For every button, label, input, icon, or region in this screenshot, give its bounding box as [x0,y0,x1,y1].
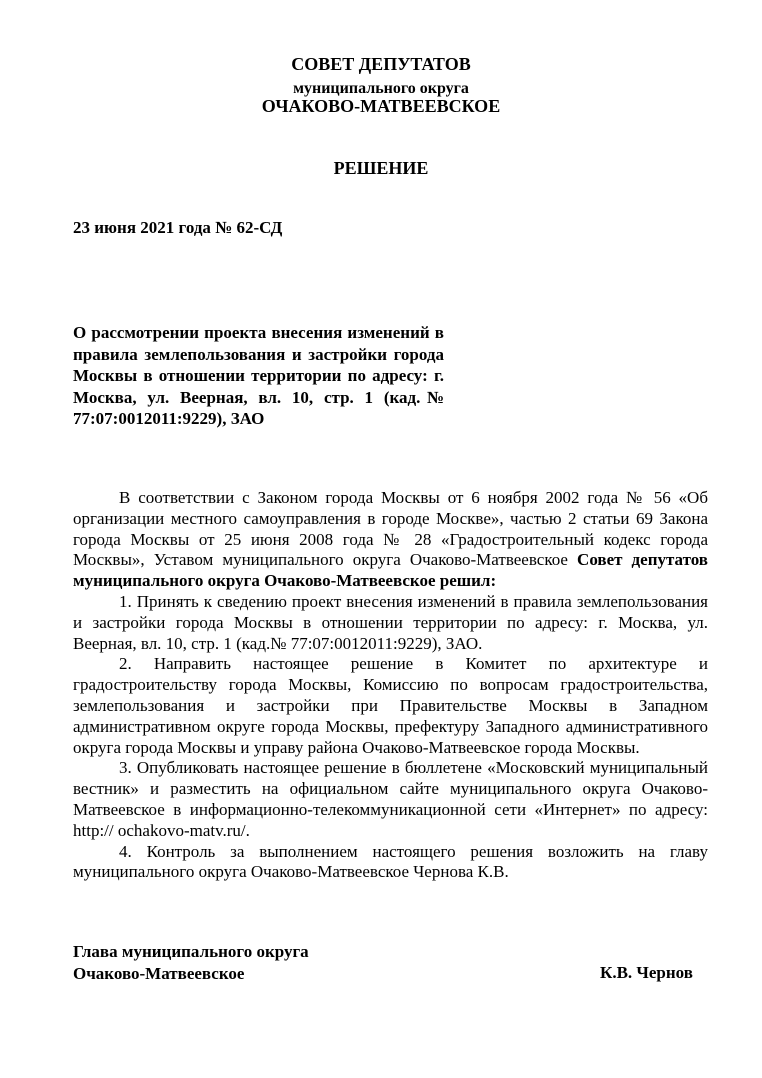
preamble-text: В соответствии с Законом города Москвы от 6 ноября 2002 года № 56 «Об организации местного самоуправления в городе Москве», частью 2 статьи 69 Закона города Москвы от 25 июня 2008 года № 28 «Градостроительный кодекс города Москвы», Уставом муниципального округа Очаково-Матвеевское [73,488,708,570]
item-2: 2. Направить настоящее решение в Комитет по архитектуре и градостроительству города Москвы, Комиссию по вопросам градостроительства, землепользования и застройки при Правительстве Москвы в Западном административном округе города Москвы, префектуру Западного административного округа города Москвы и управу района Очаково-Матвеевское города Москвы. [73,654,708,757]
signature-name: К.В. Чернов [600,963,693,982]
item-1: 1. Принять к сведению проект внесения изменений в правила землепользования и застройки города Москвы в отношении территории по адресу: г. Москва, ул. Веерная, вл. 10, стр. 1 (кад.№ 77:07:0012011:9229), ЗАО. [73,591,708,653]
decision-heading: РЕШЕНИЕ [333,158,429,178]
signature-title [73,941,309,984]
signature-title-line1: Глава муниципального округа [73,942,309,961]
signature-title-line2: Очаково-Матвеевское [73,963,245,983]
decision-body [73,488,708,883]
okrug-subtitle: муниципального округа [293,80,469,97]
item-3: 3. Опубликовать настоящее решение в бюллетене «Московский муниципальный вестник» и разместить на официальном сайте муниципального округа Очаково-Матвеевское в информационно-телекоммуникационной сети «Интернет» по адресу: http:// ochakovo-matv.ru/. [73,758,708,840]
preamble-resolution: Совет депутатов муниципального округа Очаково-Матвеевское решил: [73,550,708,591]
decision-date-number: 23 июня 2021 года № 62-СД [73,218,283,237]
council-title: СОВЕТ ДЕПУТАТОВ [291,54,471,74]
district-name: ОЧАКОВО-МАТВЕЕВСКОЕ [261,96,501,116]
item-4: 4. Контроль за выполнением настоящего решения возложить на главу муниципального округа Очаково-Матвеевское Чернова К.В. [73,841,708,882]
decision-subject: О рассмотрении проекта внесения изменений в правила землепользования и застройки города Москвы в отношении территории по адресу: г. Москва, ул. Веерная, вл. 10, стр. 1 (кад.№ 77:07:0012011:9229), ЗАО [73,323,444,428]
preamble-paragraph [73,488,708,592]
